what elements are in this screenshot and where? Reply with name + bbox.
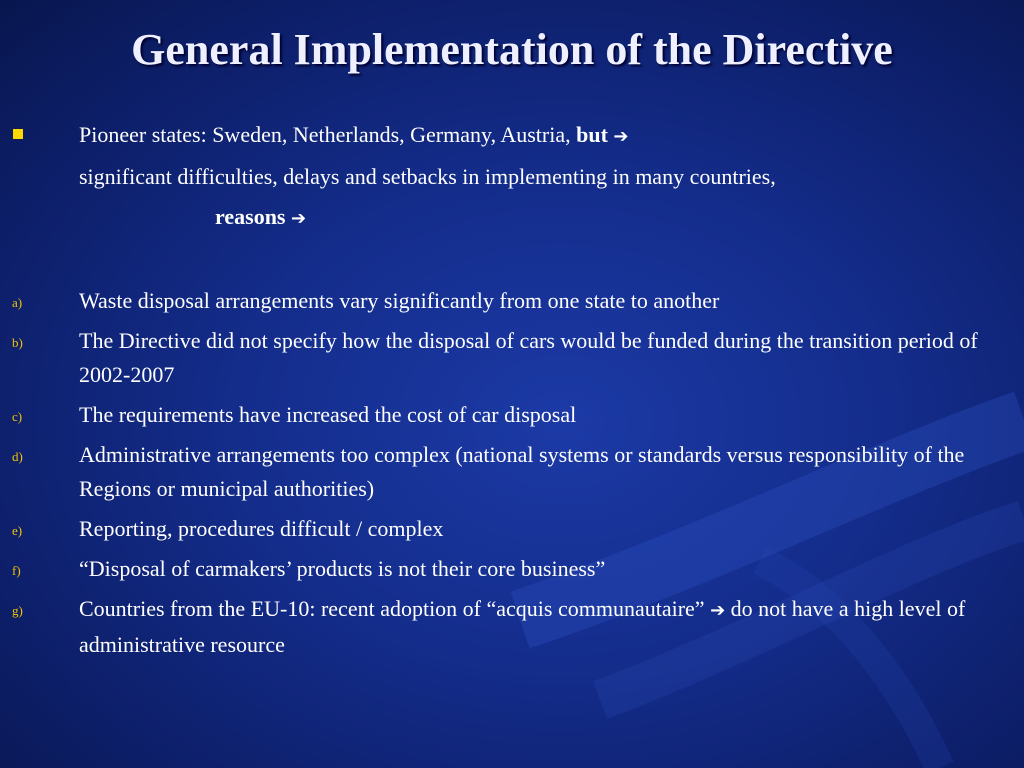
reason-item-c [0, 398, 1024, 432]
list-marker: f) [12, 563, 21, 578]
reason-text: Reporting, procedures difficult / complex [79, 516, 444, 541]
list-marker: g) [12, 603, 23, 618]
spacer [0, 236, 1024, 284]
reason-text: The Directive did not specify how the disposal of cars would be funded during the transition period of 2002-2007 [79, 328, 978, 387]
reasons-emphasis: reasons [215, 204, 286, 229]
intro-but-emphasis: but [576, 122, 608, 147]
reason-text: The requirements have increased the cost of car disposal [79, 402, 577, 427]
intro-line-2-row [0, 160, 1024, 194]
reason-text [79, 592, 1000, 662]
right-arrow-icon: ➔ [710, 600, 726, 621]
right-arrow-icon: ➔ [291, 208, 307, 229]
reason-item-g [0, 592, 1024, 662]
reason-item-d [0, 438, 1024, 506]
right-arrow-icon: ➔ [613, 126, 629, 147]
reason-text-after-arrow: do not have a high level of administrative resource [79, 596, 966, 657]
list-marker: e) [12, 523, 23, 538]
reason-item-a [0, 284, 1024, 318]
reason-item-b [0, 324, 1024, 392]
reason-item-e [0, 512, 1024, 546]
intro-line-2: significant difficulties, delays and setbacks in implementing in many countries, [79, 164, 776, 189]
list-marker: d) [12, 449, 23, 464]
intro-line-3-row [0, 200, 1024, 236]
list-marker: c) [12, 409, 23, 424]
intro-line-1 [79, 118, 1000, 154]
intro-line-1-text: Pioneer states: Sweden, Netherlands, Germany, Austria, [79, 122, 571, 147]
slide-title: General Implementation of the Directive [131, 25, 893, 74]
reason-text: “Disposal of carmakers’ products is not their core business” [79, 556, 606, 581]
list-marker: b) [12, 335, 23, 350]
intro-bullet [0, 118, 1024, 154]
list-marker: a) [12, 295, 23, 310]
reason-text: Administrative arrangements too complex (national systems or standards versus responsibility of the Regions or municipal authorities) [79, 442, 965, 501]
reason-item-f [0, 552, 1024, 586]
square-bullet-icon [13, 129, 23, 139]
slide-body [0, 118, 1024, 668]
intro-line-3 [215, 200, 1024, 236]
reason-text-before-arrow: Countries from the EU-10: recent adoption of “acquis communautaire” [79, 596, 705, 621]
reason-text: Waste disposal arrangements vary significantly from one state to another [79, 288, 720, 313]
